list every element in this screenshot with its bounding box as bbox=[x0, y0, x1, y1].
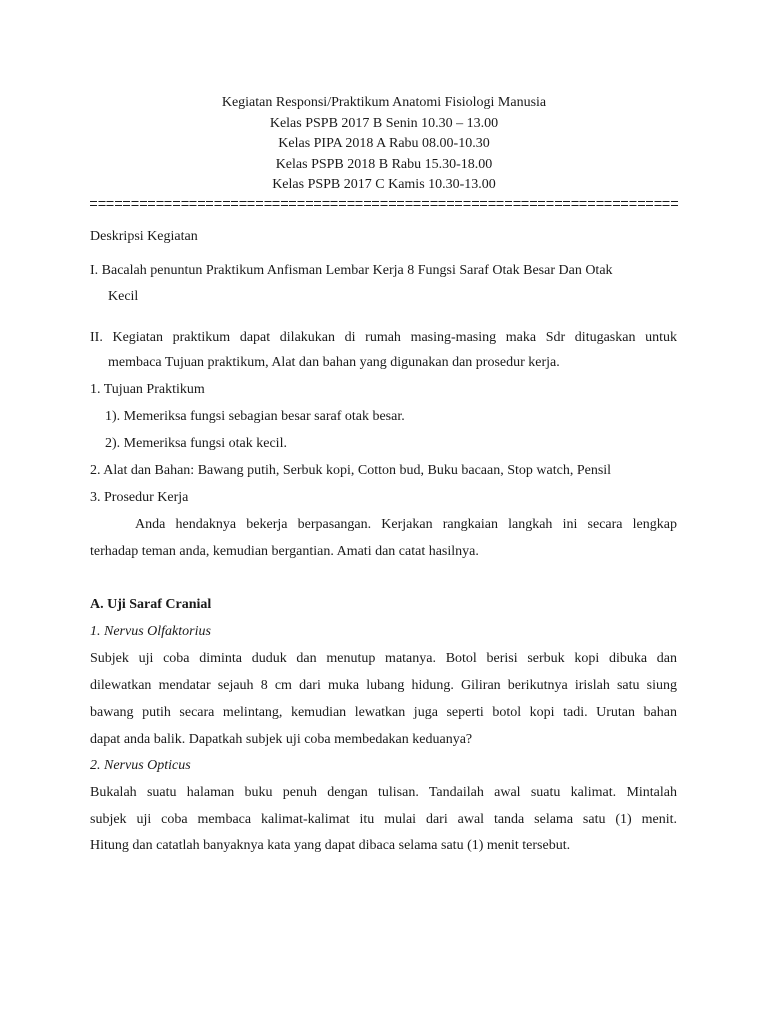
tujuan-point-2: 2). Memeriksa fungsi otak kecil. bbox=[105, 436, 287, 451]
header-class-3: Kelas PSPB 2018 B Rabu 15.30-18.00 bbox=[275, 156, 493, 172]
item-1-line-1: I. Bacalah penuntun Praktikum Anfisman Lembar Kerja 8 Fungsi Saraf Otak Besar Dan Otak bbox=[90, 263, 613, 278]
prosedur-heading: 3. Prosedur Kerja bbox=[90, 490, 189, 505]
tujuan-point-1: 1). Memeriksa fungsi sebagian besar saraf otak besar. bbox=[105, 409, 405, 424]
prosedur-line-1: Anda hendaknya bekerja berpasangan. Kerjakan rangkaian langkah ini secara lengkap bbox=[135, 517, 677, 532]
double-rule-divider bbox=[90, 198, 678, 210]
document-header bbox=[0, 93, 768, 196]
section-a-title: A. Uji Saraf Cranial bbox=[90, 597, 212, 612]
description-heading: Deskripsi Kegiatan bbox=[90, 229, 198, 244]
opticus-line-1: Bukalah suatu halaman buku penuh dengan tulisan. Tandailah awal suatu kalimat. Mintalah bbox=[90, 785, 677, 800]
item-1-line-2: Kecil bbox=[108, 289, 139, 304]
header-class-4: Kelas PSPB 2017 C Kamis 10.30-13.00 bbox=[272, 177, 496, 192]
header-class-2: Kelas PIPA 2018 A Rabu 08.00-10.30 bbox=[278, 136, 490, 151]
olfaktorius-line-3: bawang putih secara melintang, kemudian lewatkan juga seperti botol kopi tadi. Urutan bahan bbox=[90, 705, 677, 720]
header-class-1: Kelas PSPB 2017 B Senin 10.30 – 13.00 bbox=[269, 115, 499, 131]
nervus-olfaktorius-title: 1. Nervus Olfaktorius bbox=[90, 624, 211, 639]
olfaktorius-line-2: dilewatkan mendatar sejauh 8 cm dari muka lubang hidung. Giliran berikutnya irislah satu siung bbox=[90, 678, 677, 693]
alat-bahan-line: 2. Alat dan Bahan: Bawang putih, Serbuk kopi, Cotton bud, Buku bacaan, Stop watch, Pensil bbox=[90, 463, 612, 478]
opticus-line-3: Hitung dan catatlah banyaknya kata yang dapat dibaca selama satu (1) menit tersebut. bbox=[90, 838, 571, 853]
olfaktorius-line-4: dapat anda balik. Dapatkah subjek uji coba membedakan keduanya? bbox=[90, 732, 473, 747]
prosedur-line-2: terhadap teman anda, kemudian bergantian. Amati dan catat hasilnya. bbox=[90, 544, 479, 559]
olfaktorius-line-1: Subjek uji coba diminta duduk dan menutup matanya. Botol berisi serbuk kopi dibuka dan bbox=[90, 651, 677, 666]
item-2-line-2: membaca Tujuan praktikum, Alat dan bahan yang digunakan dan prosedur kerja. bbox=[108, 355, 560, 370]
opticus-line-2: subjek uji coba membaca kalimat-kalimat itu mulai dari awal tanda selama satu (1) menit. bbox=[90, 812, 677, 827]
item-2-line-1: II. Kegiatan praktikum dapat dilakukan di rumah masing-masing maka Sdr ditugaskan untuk bbox=[90, 330, 677, 345]
nervus-opticus-title: 2. Nervus Opticus bbox=[90, 758, 191, 773]
tujuan-heading: 1. Tujuan Praktikum bbox=[90, 382, 205, 397]
header-title: Kegiatan Responsi/Praktikum Anatomi Fisiologi Manusia bbox=[221, 95, 547, 110]
